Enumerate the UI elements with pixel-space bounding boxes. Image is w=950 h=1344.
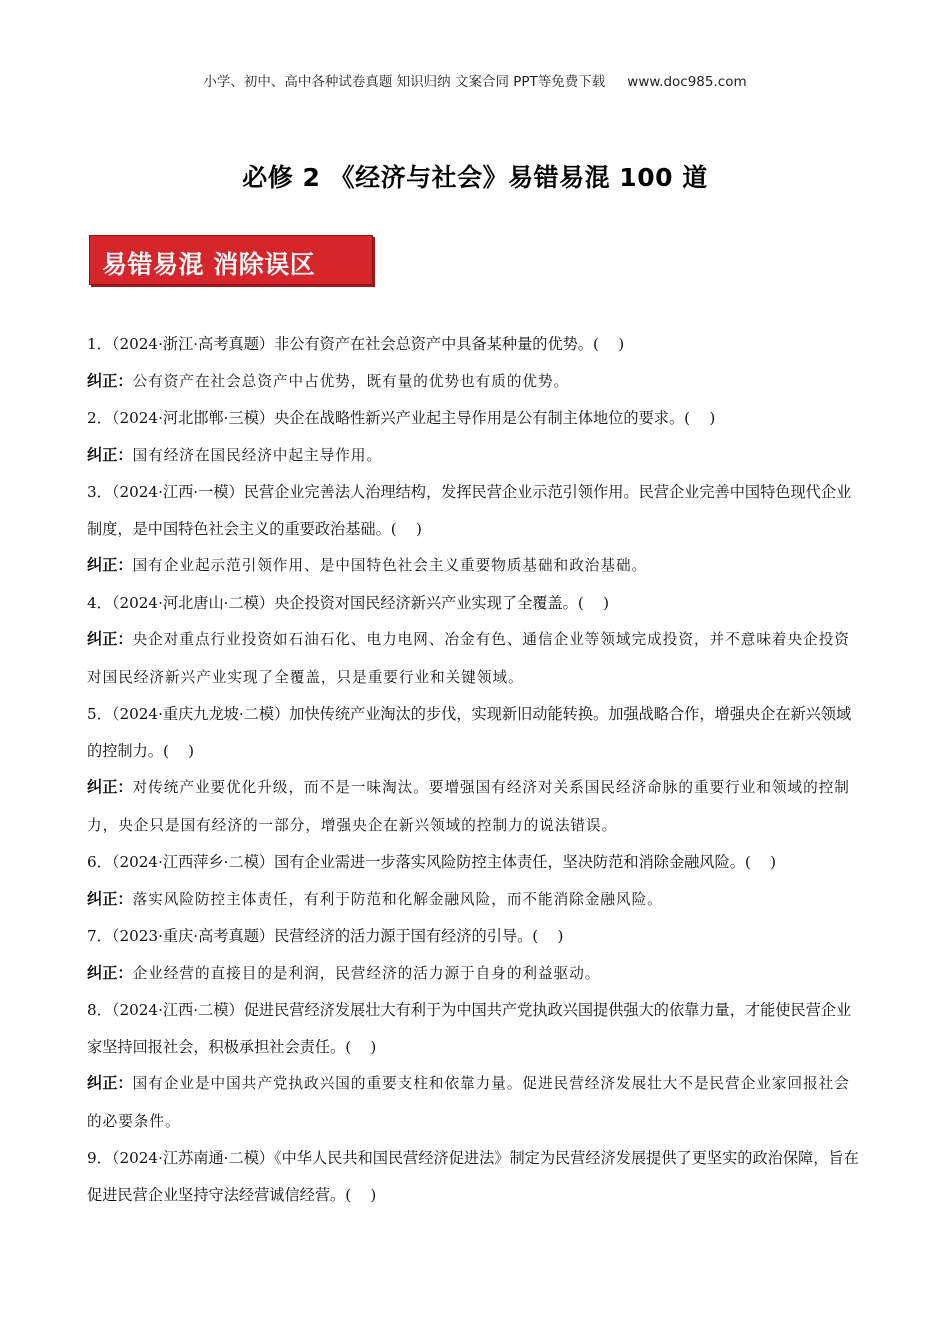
correction-text: 国有企业是中国共产党执政兴国的重要支柱和依靠力量。促进民营经济发展壮大不是民营企业家回报社会的必要条件。 xyxy=(87,1075,850,1130)
correction-item xyxy=(87,547,863,585)
question-number: 7． xyxy=(87,927,112,945)
correction-item xyxy=(87,955,863,993)
correction-label: 纠正： xyxy=(87,889,133,908)
question-text: 《中华人民共和国民营经济促进法》制定为民营经济发展提供了更坚实的政治保障，旨在促进民营企业坚持守法经营诚信经营。 xyxy=(87,1149,859,1204)
question-item xyxy=(87,326,863,363)
answer-blank: ( ) xyxy=(162,741,195,760)
question-text: 加快传统产业淘汰的步伐，实现新旧动能转换。加强战略合作，增强央企在新兴领域的控制力。 xyxy=(87,705,852,760)
answer-blank: ( ) xyxy=(684,409,716,427)
question-number: 4． xyxy=(87,593,112,612)
question-text: 民营经济的活力源于国有经济的引导。 xyxy=(274,927,533,945)
question-source: （2024·重庆九龙坡·二模） xyxy=(111,705,290,723)
question-source: （2024·江西·二模） xyxy=(111,1001,244,1019)
answer-blank: ( ) xyxy=(390,519,422,538)
header-site-link[interactable]: www.doc985.com xyxy=(627,74,747,90)
question-list xyxy=(87,326,863,1213)
answer-blank: ( ) xyxy=(532,927,564,945)
question-number: 3． xyxy=(87,483,112,501)
document-title: 必修 2 《经济与社会》易错易混 100 道 xyxy=(242,163,708,192)
question-item xyxy=(87,696,863,769)
question-item xyxy=(87,844,863,881)
answer-blank: ( ) xyxy=(577,593,609,612)
correction-item xyxy=(87,881,863,919)
question-source: （2024·河北邯郸·三模） xyxy=(111,409,275,427)
question-text: 央企在战略性新兴产业起主导作用是公有制主体地位的要求。 xyxy=(274,409,685,427)
correction-item xyxy=(87,621,863,696)
answer-blank: ( ) xyxy=(345,1037,377,1056)
question-text: 促进民营经济发展壮大有利于为中国共产党执政兴国提供强大的依靠力量，才能使民营企业家坚持回报社会，积极承担社会责任。 xyxy=(87,1001,852,1056)
answer-blank: ( ) xyxy=(345,1185,377,1204)
question-number: 9． xyxy=(87,1149,112,1167)
header-text: 小学、初中、高中各种试卷真题 知识归纳 文案合同 PPT等免费下载 xyxy=(203,74,606,90)
correction-item xyxy=(87,363,863,401)
question-text: 民营企业完善法人治理结构，发挥民营企业示范引领作用。民营企业完善中国特色现代企业制度，是中国特色社会主义的重要政治基础。 xyxy=(87,483,852,538)
correction-label: 纠正： xyxy=(87,778,133,796)
question-item xyxy=(87,918,863,955)
question-item xyxy=(87,585,863,622)
correction-text: 企业经营的直接目的是利润，民营经济的活力源于自身的利益驱动。 xyxy=(132,964,601,982)
question-text: 央企投资对国民经济新兴产业实现了全覆盖。 xyxy=(274,593,578,612)
question-item xyxy=(87,992,863,1065)
correction-item xyxy=(87,1065,863,1140)
correction-text: 国有经济在国民经济中起主导作用。 xyxy=(132,446,383,464)
question-number: 5． xyxy=(87,705,112,723)
section-banner xyxy=(89,235,373,285)
answer-blank: ( ) xyxy=(744,853,777,871)
correction-label: 纠正： xyxy=(87,1074,133,1092)
question-number: 1． xyxy=(87,335,112,353)
correction-text: 公有资产在社会总资产中占优势，既有量的优势也有质的优势。 xyxy=(132,372,570,390)
correction-label: 纠正： xyxy=(87,445,133,464)
question-text: 国有企业需进一步落实风险防控主体责任，坚决防范和消除金融风险。 xyxy=(274,853,745,871)
correction-label: 纠正： xyxy=(87,371,133,390)
question-number: 8． xyxy=(87,1001,112,1019)
question-item xyxy=(87,1140,863,1213)
question-item xyxy=(87,400,863,437)
correction-text: 落实风险防控主体责任，有利于防范和化解金融风险，而不能消除金融风险。 xyxy=(132,890,663,908)
question-source: （2024·江苏南通·二模） xyxy=(111,1149,275,1167)
question-text: 非公有资产在社会总资产中具备某种量的优势。 xyxy=(274,335,594,353)
question-item xyxy=(87,474,863,547)
correction-label: 纠正： xyxy=(87,963,133,982)
question-source: （2023·重庆·高考真题） xyxy=(111,927,275,945)
question-source: （2024·江西·一模） xyxy=(111,483,244,501)
page-header xyxy=(0,70,950,90)
correction-item xyxy=(87,769,863,844)
answer-blank: ( ) xyxy=(593,335,625,353)
question-source: （2024·浙江·高考真题） xyxy=(111,335,275,353)
question-source: （2024·江西萍乡·二模） xyxy=(111,853,275,871)
correction-item xyxy=(87,437,863,475)
section-banner-label: 易错易混 消除误区 xyxy=(102,250,316,279)
question-source: （2024·河北唐山·二模） xyxy=(111,593,275,612)
correction-label: 纠正： xyxy=(87,556,133,574)
question-number: 6． xyxy=(87,853,112,871)
correction-text: 对传统产业要优化升级，而不是一味淘汰。要增强国有经济对关系国民经济命脉的重要行业和领域的控制力，央企只是国有经济的一部分，增强央企在新兴领域的控制力的说法错误。 xyxy=(87,779,850,834)
correction-label: 纠正： xyxy=(87,630,133,648)
question-number: 2． xyxy=(87,409,112,427)
correction-text: 国有企业起示范引领作用、是中国特色社会主义重要物质基础和政治基础。 xyxy=(132,557,648,574)
correction-text: 央企对重点行业投资如石油石化、电力电网、冶金有色、通信企业等领域完成投资，并不意味着央企投资对国民经济新兴产业实现了全覆盖，只是重要行业和关键领域。 xyxy=(87,631,850,686)
